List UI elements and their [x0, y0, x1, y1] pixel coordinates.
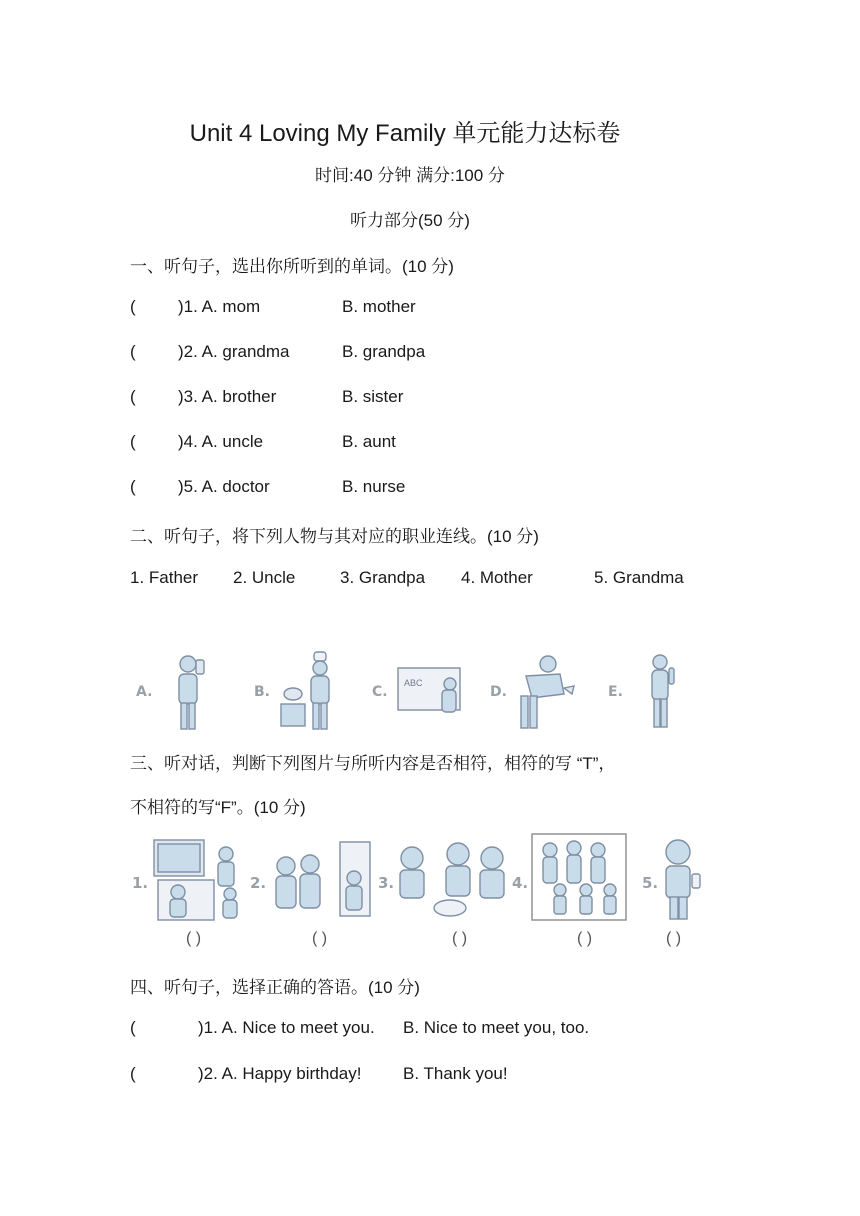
- picture-label: E.: [608, 684, 623, 700]
- picture-label: 1.: [132, 874, 149, 892]
- option-b: B. grandpa: [342, 342, 426, 361]
- dialogue-picture-2: [250, 842, 370, 916]
- section3-heading: 三、听对话，判断下列图片与所听内容是否相符，相符的写 “T”，: [130, 754, 616, 773]
- option-b: B. aunt: [342, 432, 396, 451]
- occupation-picture-b: [254, 652, 329, 729]
- option-b: B. Thank you!: [403, 1064, 508, 1083]
- dialogue-picture-3: [378, 843, 504, 916]
- question-row: [130, 297, 530, 319]
- option-a: )2. A. Happy birthday!: [198, 1064, 362, 1083]
- question-row: [130, 1018, 650, 1040]
- occupation-picture-d: [490, 656, 574, 728]
- option-a: )5. A. doctor: [178, 477, 270, 496]
- option-b: B. mother: [342, 297, 416, 316]
- option-a: )4. A. uncle: [178, 432, 264, 451]
- picture-label: 3.: [378, 874, 395, 892]
- picture-label: D.: [490, 684, 507, 700]
- section1-heading: 一、听句子，选出你所听到的单词。(10 分): [130, 257, 454, 276]
- answer-blank[interactable]: ( ): [312, 930, 328, 947]
- answer-blank[interactable]: (: [130, 432, 136, 451]
- dialogue-pictures: [130, 832, 710, 924]
- picture-label: 2.: [250, 874, 267, 892]
- option-a: )2. A. grandma: [178, 342, 290, 361]
- question-row: [130, 432, 530, 454]
- section2-heading: 二、听句子，将下列人物与其对应的职业连线。(10 分): [130, 527, 539, 546]
- option-b: B. nurse: [342, 477, 406, 496]
- answer-blank[interactable]: (: [130, 297, 136, 316]
- occupation-pictures: [128, 648, 708, 732]
- dialogue-picture-1: [132, 840, 237, 920]
- picture-label: B.: [254, 684, 270, 700]
- answer-blank[interactable]: ( ): [666, 930, 682, 947]
- question-row: [130, 1064, 650, 1086]
- answer-blank[interactable]: (: [130, 1018, 136, 1037]
- picture-label: A.: [136, 684, 153, 700]
- option-a: )1. A. Nice to meet you.: [198, 1018, 375, 1037]
- page-title: Unit 4 Loving My Family 单元能力达标卷: [189, 120, 621, 147]
- part-heading: 听力部分(50 分): [350, 211, 470, 230]
- option-a: )3. A. brother: [178, 387, 277, 406]
- picture-label: 4.: [512, 874, 529, 892]
- option-b: B. Nice to meet you, too.: [403, 1018, 590, 1037]
- picture-label: C.: [372, 684, 388, 700]
- occupation-picture-c: [372, 668, 460, 712]
- option-a: )1. A. mom: [178, 297, 261, 316]
- question-row: [130, 342, 530, 364]
- person-label: 2. Uncle: [233, 568, 296, 587]
- dialogue-picture-5: [642, 840, 700, 919]
- answer-blank[interactable]: (: [130, 387, 136, 406]
- person-label: 4. Mother: [461, 568, 533, 587]
- person-label: 5. Grandma: [594, 568, 684, 587]
- answer-blank[interactable]: (: [130, 1064, 136, 1083]
- question-row: [130, 387, 530, 409]
- answer-blank[interactable]: (: [130, 477, 136, 496]
- time-info: 时间:40 分钟 满分:100 分: [315, 166, 505, 185]
- board-text: ABC: [404, 678, 423, 688]
- occupation-picture-e: [608, 655, 674, 727]
- occupation-picture-a: [136, 656, 204, 729]
- answer-blank[interactable]: (: [130, 342, 136, 361]
- section4-heading: 四、听句子，选择正确的答语。(10 分): [130, 978, 420, 997]
- section3-heading-cont: 不相符的写“F”。(10 分): [130, 798, 306, 817]
- question-row: [130, 477, 530, 499]
- answer-blank[interactable]: ( ): [452, 930, 468, 947]
- person-label: 3. Grandpa: [340, 568, 426, 587]
- picture-label: 5.: [642, 874, 659, 892]
- person-label: 1. Father: [130, 568, 199, 587]
- dialogue-picture-4: [512, 834, 626, 920]
- answer-blank[interactable]: ( ): [186, 930, 202, 947]
- answer-blank[interactable]: ( ): [577, 930, 593, 947]
- option-b: B. sister: [342, 387, 404, 406]
